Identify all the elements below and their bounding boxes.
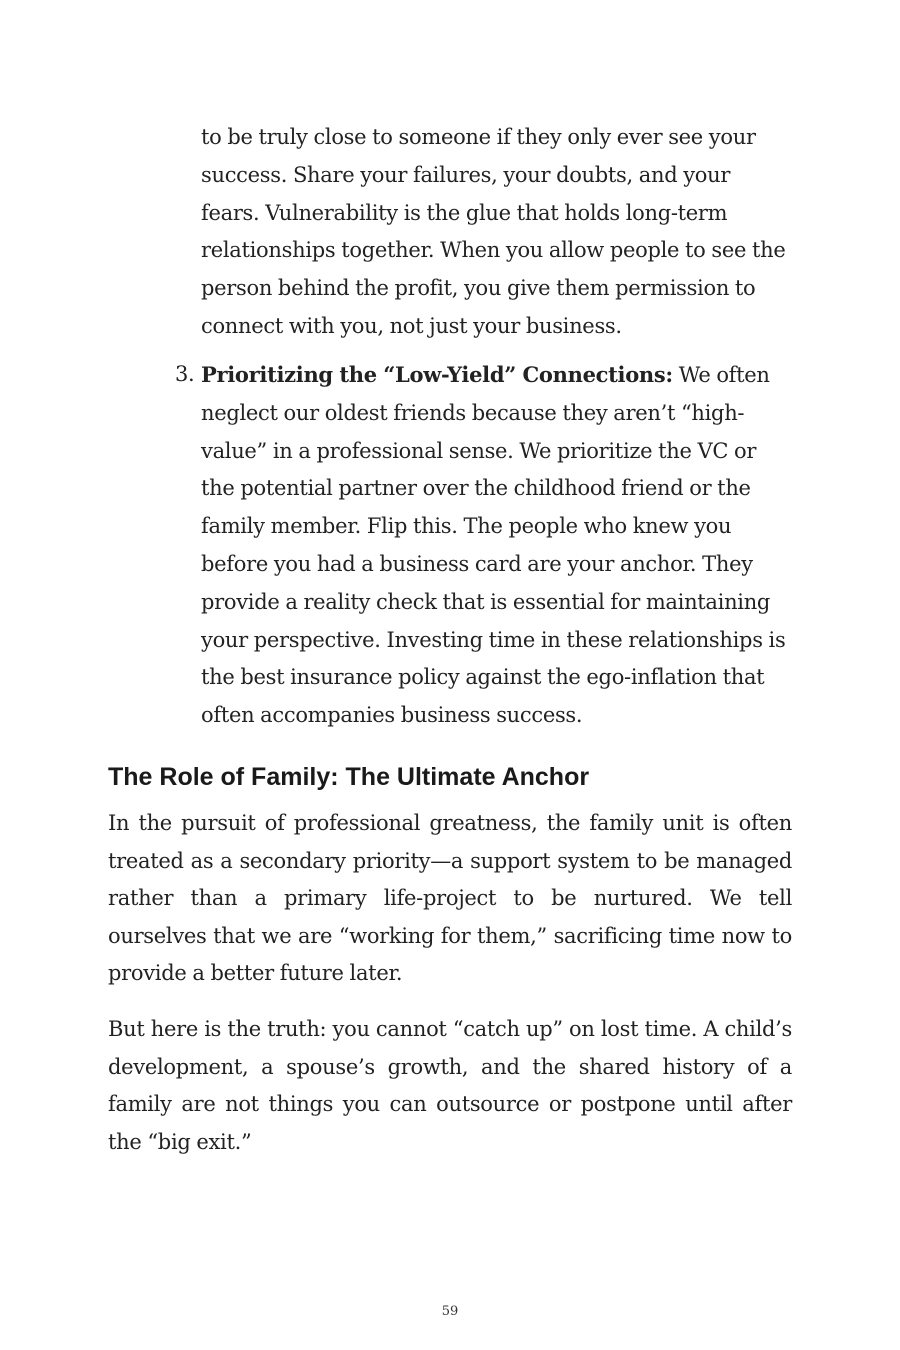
list-item-title: Prioritizing the “Low-Yield” Connections: [201,362,673,387]
list-item-body: We often neglect our oldest friends because they aren’t “high-value” in a professional sense. We prioritize the VC or the potential partner over the childhood friend or the family member. Flip this. The people who knew you before you had a business card are your anchor. They provide a reality check that is essential for maintaining your perspective. Investing time in these relationships is the best insurance policy against the ego-inflation that often accompanies business success. [201,363,786,728]
section-heading: The Role of Family: The Ultimate Anchor [108,763,590,791]
list-item-number: 3. [175,362,195,386]
page-number: 59 [441,1304,459,1319]
body-paragraph: In the pursuit of professional greatness, the family unit is often treated as a secondary priority—a support system to be managed rather than a primary life-project to be nurtured. We tell ourselves that we are “working for them,” sacrificing time now to provide a better future later. [108,811,792,986]
list-item [175,356,793,735]
continued-paragraph: to be truly close to someone if they only ever see your success. Share your failures, your doubts, and your fears. Vulnerability is the glue that holds long-term relationships together. When you allow people to see the person behind the profit, you give them permission to connect with you, not just your business. [201,125,786,338]
body-paragraph: But here is the truth: you cannot “catch up” on lost time. A child’s development, a spouse’s growth, and the shared history of a family are not things you can outsource or postpone until after the “big exit.” [108,1017,792,1154]
